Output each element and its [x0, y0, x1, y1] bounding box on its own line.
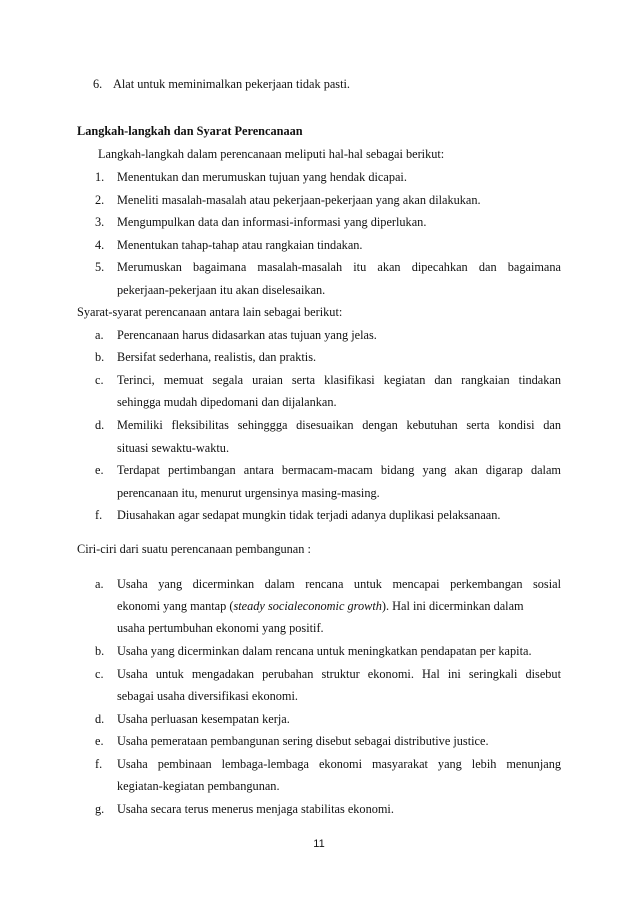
list-item-text: Alat untuk meminimalkan pekerjaan tidak pasti.	[113, 77, 350, 91]
paragraph-intro: Langkah-langkah dalam perencanaan meliputi hal-hal sebagai berikut:	[98, 147, 445, 161]
list-marker: a.	[95, 328, 104, 342]
list-marker: c.	[95, 373, 104, 387]
list-item-text: Perencanaan harus didasarkan atas tujuan yang jelas.	[117, 328, 377, 342]
list-item-text: Terinci, memuat segala uraian serta klasifikasi kegiatan dan rangkaian tindakan	[117, 373, 561, 387]
list-item-text: usaha pertumbuhan ekonomi yang positif.	[117, 621, 324, 635]
list-item-text: sebagai usaha diversifikasi ekonomi.	[117, 689, 298, 703]
list-item-text-line	[117, 598, 561, 614]
list-marker: 6.	[93, 77, 103, 91]
list-marker: 5.	[95, 260, 105, 274]
list-marker: 1.	[95, 170, 105, 184]
list-marker: e.	[95, 734, 104, 748]
list-item-text: sehingga mudah dipedomani dan dijalankan.	[117, 395, 337, 409]
list-item-text: perencanaan itu, menurut urgensinya masing-masing.	[117, 486, 380, 500]
list-item-text: Usaha pemerataan pembangunan sering disebut sebagai distributive justice.	[117, 734, 489, 748]
list-marker: 3.	[95, 215, 105, 229]
italic-term: steady socialeconomic growth	[233, 599, 382, 613]
list-marker: g.	[95, 802, 105, 816]
list-marker: 2.	[95, 193, 105, 207]
paragraph-intro: Syarat-syarat perencanaan antara lain sebagai berikut:	[77, 305, 343, 319]
section-heading: Langkah-langkah dan Syarat Perencanaan	[77, 124, 303, 138]
list-marker: d.	[95, 418, 105, 432]
list-marker: d.	[95, 712, 105, 726]
list-item-text: Usaha yang dicerminkan dalam rencana untuk meningkatkan pendapatan per kapita.	[117, 644, 532, 658]
list-item-text: situasi sewaktu-waktu.	[117, 441, 230, 455]
list-marker: c.	[95, 667, 104, 681]
list-item-text: Meneliti masalah-masalah atau pekerjaan-pekerjaan yang akan dilakukan.	[117, 193, 481, 207]
list-item-text: Terdapat pertimbangan antara bermacam-macam bidang yang akan digarap dalam	[117, 463, 561, 477]
list-item-text: Bersifat sederhana, realistis, dan praktis.	[117, 350, 317, 364]
text-segment	[117, 598, 524, 614]
paragraph-intro: Ciri-ciri dari suatu perencanaan pembangunan :	[77, 542, 311, 556]
list-item-text: Mengumpulkan data dan informasi-informasi yang diperlukan.	[117, 215, 427, 229]
list-item-text: kegiatan-kegiatan pembangunan.	[117, 779, 280, 793]
list-item-text: Diusahakan agar sedapat mungkin tidak terjadi adanya duplikasi pelaksanaan.	[117, 508, 501, 522]
text-segment: ekonomi yang mantap (	[117, 599, 234, 613]
list-marker: 4.	[95, 238, 105, 252]
list-item-text: Usaha untuk mengadakan perubahan struktur ekonomi. Hal ini seringkali disebut	[117, 667, 561, 681]
text-segment: ). Hal ini dicerminkan dalam	[381, 599, 524, 613]
list-marker: f.	[95, 757, 103, 771]
list-item-text: Usaha pembinaan lembaga-lembaga ekonomi masyarakat yang lebih menunjang	[117, 757, 561, 771]
list-item-text: Usaha yang dicerminkan dalam rencana untuk mencapai perkembangan sosial	[117, 577, 561, 591]
list-item-text: Memiliki fleksibilitas sehinggga disesuaikan dengan kebutuhan serta kondisi dan	[117, 418, 561, 432]
list-item-text: Usaha perluasan kesempatan kerja.	[117, 712, 290, 726]
list-marker: f.	[95, 508, 103, 522]
page-number: 11	[313, 838, 325, 850]
list-marker: b.	[95, 350, 105, 364]
list-marker: e.	[95, 463, 104, 477]
list-item-text: Merumuskan bagaimana masalah-masalah itu akan dipecahkan dan bagaimana	[117, 260, 561, 274]
list-marker: a.	[95, 577, 104, 591]
list-marker: b.	[95, 644, 105, 658]
list-item-text: Usaha secara terus menerus menjaga stabilitas ekonomi.	[117, 802, 394, 816]
list-item-text: Menentukan dan merumuskan tujuan yang hendak dicapai.	[117, 170, 407, 184]
list-item-text: pekerjaan-pekerjaan itu akan diselesaikan.	[117, 283, 326, 297]
list-item-text: Menentukan tahap-tahap atau rangkaian tindakan.	[117, 238, 363, 252]
